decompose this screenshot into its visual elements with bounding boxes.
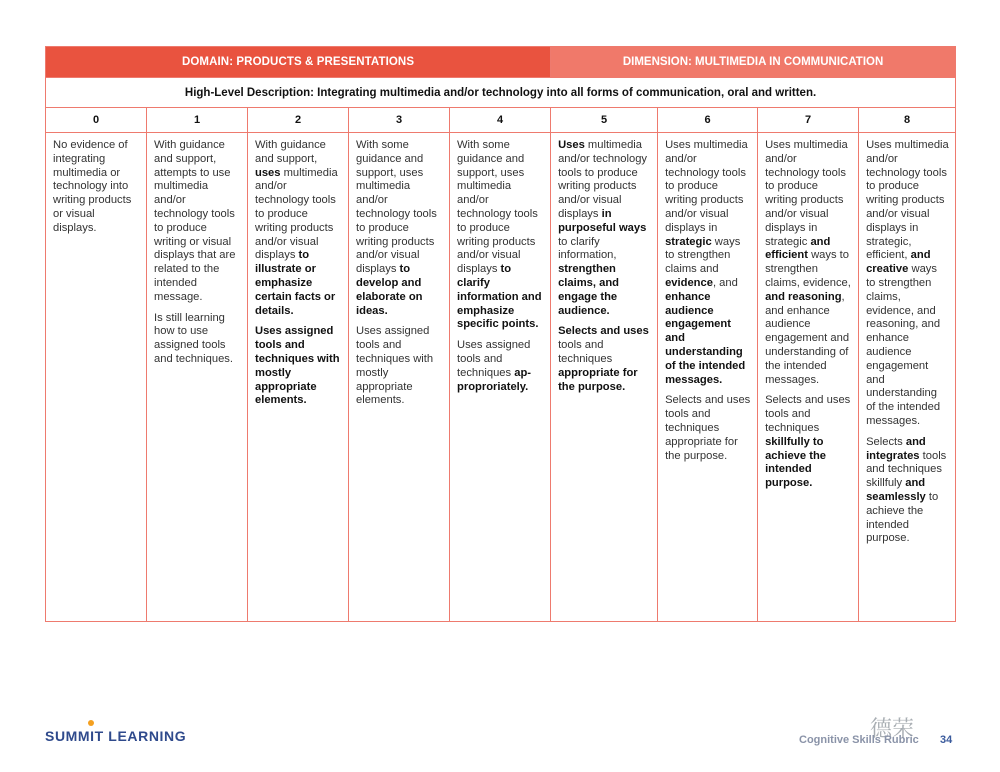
criteria-text: to illustrate or emphasize certain facts or details. xyxy=(255,249,336,317)
criteria-paragraph xyxy=(154,312,241,367)
criteria-text: Selects and uses xyxy=(558,325,649,338)
level-header-4: 4 xyxy=(450,108,551,133)
criteria-text: Uses xyxy=(558,139,585,151)
criteria-text: and reasoning xyxy=(765,290,842,303)
criteria-cell-level-4 xyxy=(450,133,551,622)
criteria-paragraph xyxy=(558,325,651,394)
criteria-text: , and enhance audience engagement and understanding of the intended messages. xyxy=(765,290,850,386)
summit-learning-logo xyxy=(45,728,186,744)
high-level-description: High-Level Description: Integrating multimedia and/or technology into all forms of communication, oral and written. xyxy=(46,78,956,108)
criteria-text: tools and techniques xyxy=(558,339,613,365)
criteria-paragraph xyxy=(765,394,852,491)
criteria-paragraph xyxy=(457,139,544,332)
criteria-text: strengthen claims, and engage the audience. xyxy=(558,263,619,317)
criteria-paragraph xyxy=(255,325,342,408)
criteria-text: ap-proproriately. xyxy=(457,366,532,393)
criteria-text: strategic xyxy=(665,235,712,248)
criteria-text: Uses multimedia and/or technology tools to produce writing products and/or visual displays in xyxy=(665,139,748,234)
criteria-text: in purposeful ways xyxy=(558,207,647,234)
criteria-paragraph xyxy=(53,139,140,236)
criteria-paragraph xyxy=(866,436,949,546)
level-header-2: 2 xyxy=(248,108,349,133)
criteria-paragraph xyxy=(866,139,949,429)
criteria-text: Uses assigned tools and techniques with mostly appropriate elements. xyxy=(255,325,340,407)
criteria-cell-level-2 xyxy=(248,133,349,622)
criteria-row xyxy=(46,133,956,622)
criteria-text: Uses multimedia and/or technology tools to produce writing products and/or visual displays in strategic xyxy=(765,139,848,248)
domain-header: DOMAIN: PRODUCTS & PRESENTATIONS xyxy=(46,47,551,78)
level-header-6: 6 xyxy=(658,108,758,133)
criteria-cell-level-0 xyxy=(46,133,147,622)
footer-title: Cognitive Skills Rubric xyxy=(799,734,919,746)
criteria-paragraph xyxy=(765,139,852,387)
level-header-8: 8 xyxy=(859,108,956,133)
criteria-text: and seamlessly xyxy=(866,477,926,503)
criteria-cell-level-3 xyxy=(349,133,450,622)
criteria-text: ways to strengthen claims and xyxy=(665,235,741,276)
criteria-paragraph xyxy=(356,325,443,408)
page-number: 34 xyxy=(940,734,953,746)
criteria-text: Selects xyxy=(866,435,906,448)
rubric-table xyxy=(45,46,956,622)
criteria-text: to clarify information, xyxy=(558,235,617,262)
criteria-text: appropriate for the purpose. xyxy=(558,366,638,393)
criteria-cell-level-7 xyxy=(758,133,859,622)
criteria-text: enhance audience engagement and understanding of the intended messages. xyxy=(665,290,746,386)
criteria-text: uses xyxy=(255,166,281,179)
criteria-text: to develop and elaborate on ideas. xyxy=(356,263,423,317)
criteria-text: and efficient xyxy=(765,235,831,262)
criteria-text: Is still learning how to use assigned tools and techniques. xyxy=(154,311,233,365)
criteria-text: to clarify information and emphasize specific points. xyxy=(457,263,542,331)
criteria-text: multimedia and/or technology tools to produce writing products and/or visual displays xyxy=(255,166,338,262)
criteria-text: Selects and uses tools and techniques appropriate for the purpose. xyxy=(665,394,751,462)
logo-dot-icon xyxy=(88,720,94,726)
criteria-paragraph xyxy=(558,139,651,318)
criteria-cell-level-1 xyxy=(147,133,248,622)
criteria-cell-level-8 xyxy=(859,133,956,622)
criteria-text: Uses multimedia and/or technology tools to produce writing products and/or visual displays in strategic, efficient, xyxy=(866,139,949,262)
criteria-text: Uses assigned tools and techniques with mostly appropriate elements. xyxy=(356,325,434,407)
watermark: 德荣 xyxy=(870,716,915,741)
criteria-text: Uses assigned tools and techniques xyxy=(457,339,531,379)
criteria-text: With some guidance and support, uses multimedia and/or technology tools to produce writing products and/or visual displays xyxy=(356,139,437,276)
criteria-text: evidence xyxy=(665,276,713,289)
level-header-7: 7 xyxy=(758,108,859,133)
criteria-text: to achieve the intended purpose. xyxy=(866,490,939,545)
criteria-text: skillfully to achieve the intended purpose. xyxy=(765,435,827,490)
criteria-text: With guidance and support, xyxy=(255,139,326,165)
criteria-paragraph xyxy=(154,139,241,305)
criteria-paragraph xyxy=(665,394,751,463)
logo-text: SUMMIT LEARNING xyxy=(45,728,187,744)
criteria-text: and creative xyxy=(866,249,931,276)
criteria-paragraph xyxy=(665,139,751,387)
description-row xyxy=(46,78,956,108)
criteria-text: With guidance and support, attempts to use multimedia and/or technology tools to produce writing or visual displays that are related to the intended message. xyxy=(154,139,236,303)
level-header-3: 3 xyxy=(349,108,450,133)
criteria-paragraph xyxy=(255,139,342,318)
level-header-5: 5 xyxy=(551,108,658,133)
criteria-text: Selects and uses tools and techniques xyxy=(765,394,851,434)
criteria-paragraph xyxy=(457,339,544,394)
level-header-0: 0 xyxy=(46,108,147,133)
criteria-text: ways to strengthen claims, evidence, xyxy=(765,249,851,289)
criteria-text: No evidence of integrating multimedia or technology into writing products or visual displays. xyxy=(53,139,132,234)
criteria-text: multimedia and/or technology tools to produce writing products and/or visual displays xyxy=(558,139,648,220)
dimension-header: DIMENSION: MULTIMEDIA IN COMMUNICATION xyxy=(551,47,956,78)
level-header-1: 1 xyxy=(147,108,248,133)
criteria-text: tools and techniques skillfuly xyxy=(866,449,947,490)
criteria-paragraph xyxy=(356,139,443,318)
criteria-text: ways to strengthen claims, evidence, and reasoning, and enhance audience engagement and understanding of the intended messages. xyxy=(866,263,941,427)
criteria-text: , and xyxy=(712,276,738,289)
criteria-cell-level-6 xyxy=(658,133,758,622)
header-row xyxy=(46,47,956,78)
criteria-text: With some guidance and support, uses multimedia and/or technology tools to produce writing products and/or visual displays xyxy=(457,139,538,276)
criteria-text: and integrates xyxy=(866,435,926,462)
level-row xyxy=(46,108,956,133)
criteria-cell-level-5 xyxy=(551,133,658,622)
